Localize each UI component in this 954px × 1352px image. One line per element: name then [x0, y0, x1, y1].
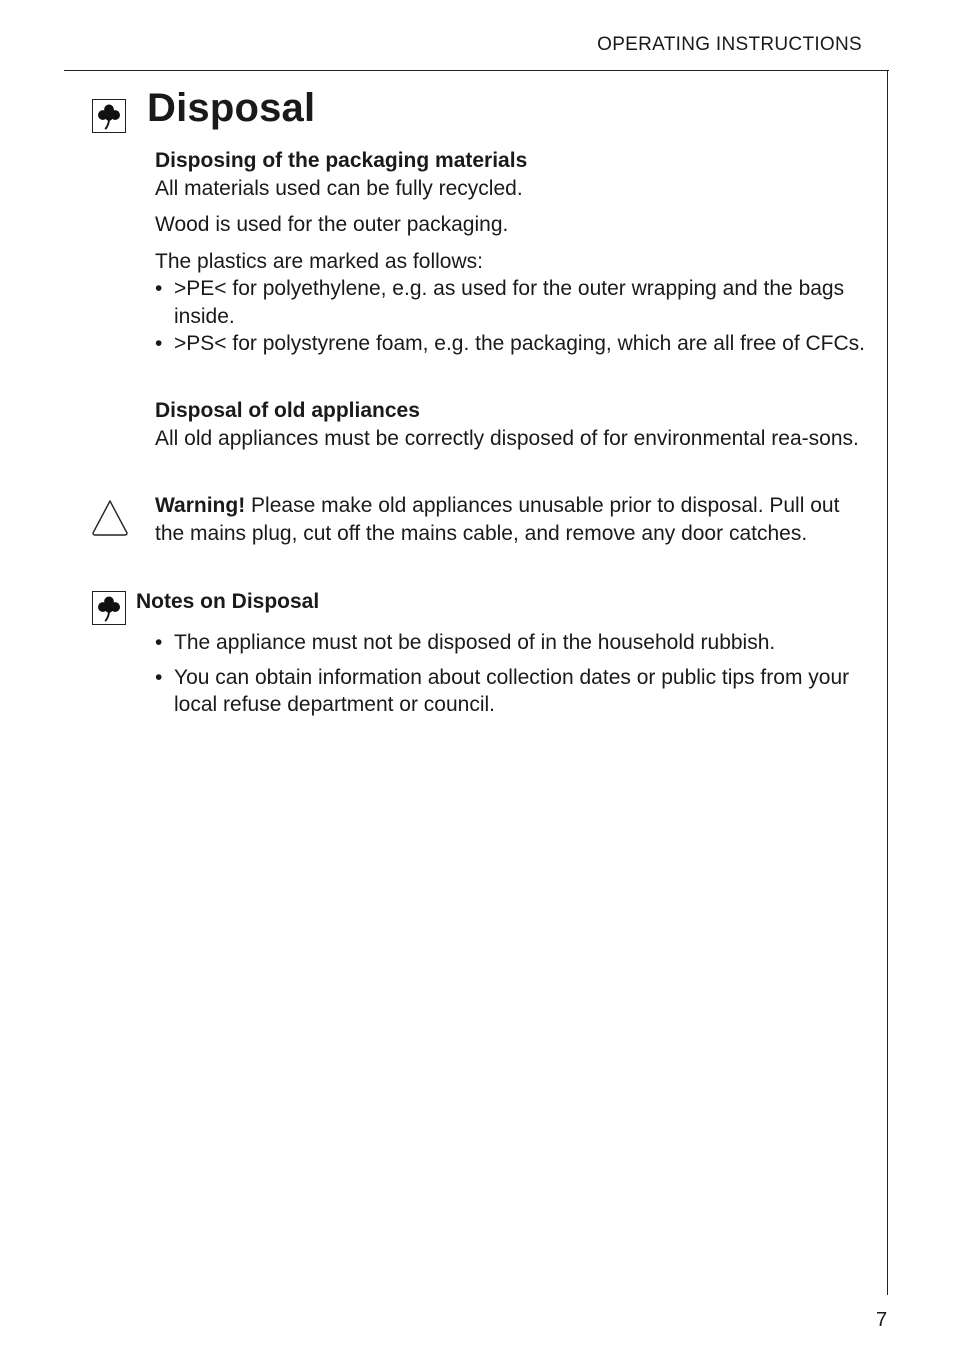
packaging-section: [155, 147, 865, 358]
warning-triangle-icon: [90, 497, 130, 537]
packaging-line-1: All materials used can be fully recycled.: [155, 176, 523, 200]
warning-label: Warning!: [155, 494, 246, 517]
warning-block: [155, 492, 865, 547]
packaging-heading: Disposing of the packaging materials: [155, 149, 528, 172]
notes-list: [155, 629, 865, 719]
warning-text: Please make old appliances unusable prior to disposal. Pull out the mains plug, cut off the mains cable, and remove any door catches.: [155, 494, 840, 545]
running-header: OPERATING INSTRUCTIONS: [597, 34, 862, 55]
list-item: • The appliance must not be disposed of in the household rubbish.: [155, 629, 865, 657]
packaging-line-2: Wood is used for the outer packaging.: [155, 213, 509, 236]
old-appliances-text: All old appliances must be correctly disposed of for environmental rea-sons.: [155, 426, 859, 450]
page-title: Disposal: [147, 86, 316, 130]
notes-heading: Notes on Disposal: [136, 590, 320, 613]
packaging-line-3: The plastics are marked as follows:: [155, 249, 483, 273]
old-appliances-section: [155, 397, 865, 452]
list-item: • You can obtain information about collection dates or public tips from your local refuse department or council.: [155, 664, 865, 719]
header-rule: [64, 70, 889, 71]
old-appliances-heading: Disposal of old appliances: [155, 399, 420, 422]
right-margin-rule: [887, 70, 888, 1295]
warning-paragraph: [155, 492, 865, 547]
clover-icon: [92, 591, 126, 625]
page-number: 7: [876, 1309, 888, 1331]
clover-icon: [92, 99, 126, 133]
list-item: • >PS< for polystyrene foam, e.g. the packaging, which are all free of CFCs.: [155, 330, 865, 358]
list-item: • >PE< for polyethylene, e.g. as used for the outer wrapping and the bags inside.: [155, 275, 865, 330]
